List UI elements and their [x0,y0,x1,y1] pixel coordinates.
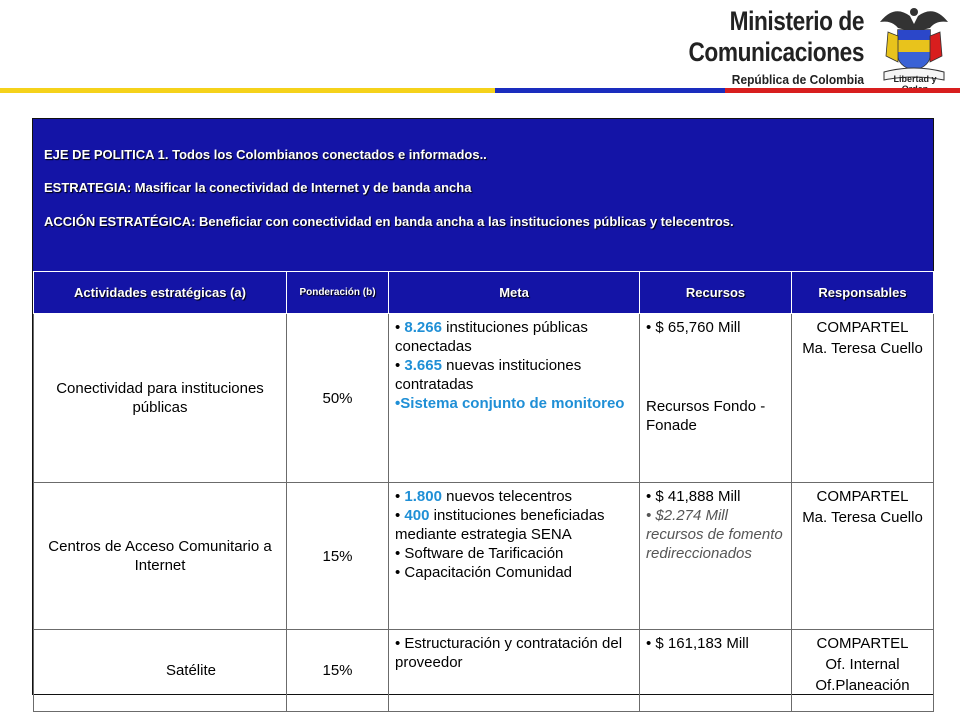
bullet: • [395,507,405,524]
bullet: • [395,635,405,652]
bullet: • [395,395,401,412]
responsible-org: COMPARTEL [816,635,909,652]
logo-title-line1: Ministerio de [729,6,864,36]
goal-cell [389,483,640,630]
goal-text: Capacitación Comunidad [404,564,573,581]
resource-amount: • $ 41,888 Mill [646,488,741,505]
strategy-line: ESTRATEGIA: Masificar la conectividad de Internet y de banda ancha [44,180,472,195]
goal-text: instituciones públicas conectadas [395,319,588,355]
policy-banner [33,119,933,271]
activity-cell: Satélite [34,630,287,712]
bullet: • [395,488,405,505]
header-activities: Actividades estratégicas (a) [34,272,287,314]
activity-cell: Centros de Acceso Comunitario a Internet [34,483,287,630]
goal-text: Estructuración y contratación del proveedor [395,635,623,671]
goal-item [395,544,633,563]
responsible-person: Ma. Teresa Cuello [802,509,923,526]
table-row [34,314,934,483]
header-goal: Meta [389,272,640,314]
responsible-cell [792,630,934,712]
goal-item [395,356,633,394]
activities-table [33,271,934,712]
weight-cell: 50% [287,314,389,483]
goal-text: Software de Tarificación [404,545,564,562]
table-row [34,630,934,712]
resource-note: • $2.274 Mill recursos de fomento redireccionados [646,507,783,562]
flag-yellow-stripe [0,88,495,93]
spacer [646,337,785,397]
ministry-logo [655,6,864,87]
responsible-office: Of.Planeación [815,677,910,694]
responsible-office: Of. Internal [825,656,900,673]
goal-value: Sistema conjunto de monitoreo [400,395,625,412]
goal-text: instituciones beneficiadas mediante estrategia SENA [395,507,605,543]
responsible-cell [792,483,934,630]
strategic-action: ACCIÓN ESTRATÉGICA: Beneficiar con conectividad en banda ancha a las instituciones públicas y telecentros. [44,214,734,229]
goal-cell [389,630,640,712]
resources-cell [640,483,792,630]
goal-value: 1.800 [404,488,442,505]
goal-item [395,487,633,506]
goal-value: 3.665 [404,357,442,374]
weight-cell: 15% [287,483,389,630]
goal-text: nuevas instituciones contratadas [395,357,582,393]
seal-motto: Libertad y [893,74,937,84]
bullet: • [395,319,405,336]
flag-color-bar [0,88,960,93]
header-resources: Recursos [640,272,792,314]
policy-axis: EJE DE POLITICA 1. Todos los Colombianos conectados e informados.. [44,147,487,162]
goal-value: 400 [404,507,430,524]
strategy-panel [32,118,934,695]
responsible-org: COMPARTEL [816,319,909,336]
flag-red-stripe [725,88,960,93]
bullet: • [395,357,405,374]
goal-item [395,634,633,672]
resources-cell [640,630,792,712]
logo-subtitle: República de Colombia [731,72,864,87]
goal-item [395,394,633,413]
responsible-cell [792,314,934,483]
header-responsible: Responsables [792,272,934,314]
resource-amount: • $ 161,183 Mill [646,635,749,652]
goal-text: nuevos telecentros [441,488,573,505]
resource-source: Recursos Fondo - Fonade [646,398,766,434]
weight-cell: 15% [287,630,389,712]
resource-amount: • $ 65,760 Mill [646,319,741,336]
logo-title-line2: Comunicaciones [688,37,864,67]
responsible-org: COMPARTEL [816,488,909,505]
flag-blue-stripe [495,88,725,93]
goal-item [395,506,633,544]
goal-cell [389,314,640,483]
responsible-person: Ma. Teresa Cuello [802,340,923,357]
goal-value: 8.266 [404,319,442,336]
header-weighting: Ponderación (b) [287,272,389,314]
resources-cell [640,314,792,483]
activity-cell: Conectividad para instituciones públicas [34,314,287,483]
goal-item [395,318,633,356]
bullet: • [395,564,405,581]
bullet: • [395,545,405,562]
table-header-row [34,272,934,314]
table-row [34,483,934,630]
goal-item [395,563,633,582]
